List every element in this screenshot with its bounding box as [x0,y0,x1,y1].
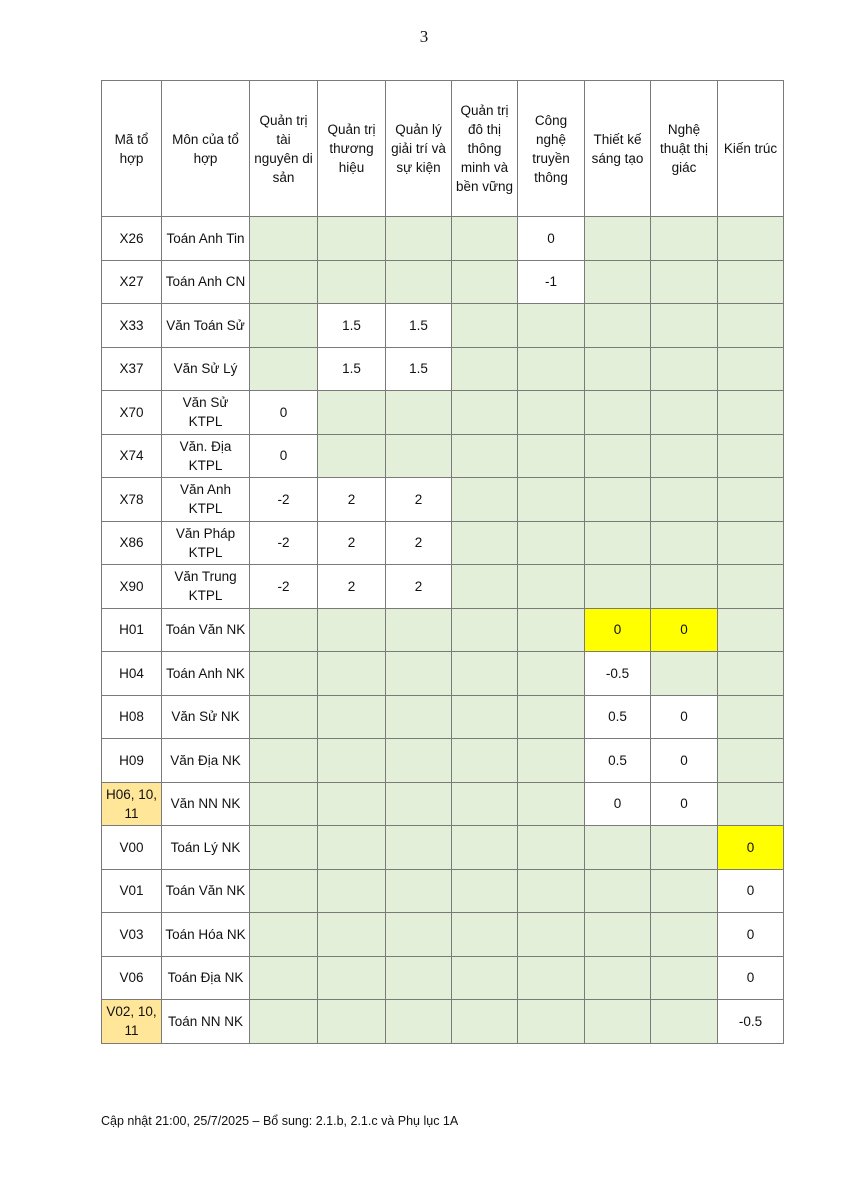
value-cell [518,739,585,783]
value-cell [250,217,318,261]
value-cell: 2 [318,521,386,565]
combo-code-cell: X70 [102,391,162,435]
value-cell [386,869,452,913]
value-cell [452,217,518,261]
value-cell [585,913,651,957]
value-cell [318,826,386,870]
value-cell: 1.5 [386,347,452,391]
table-row [102,347,784,391]
value-cell [318,782,386,826]
value-cell [386,739,452,783]
column-header: Môn của tổ hợp [162,81,250,217]
value-cell [518,869,585,913]
value-cell [386,652,452,696]
value-cell [318,956,386,1000]
value-cell: -1 [518,260,585,304]
value-cell [585,217,651,261]
subjects-cell: Văn Anh KTPL [162,478,250,522]
value-cell [718,260,784,304]
value-cell [518,956,585,1000]
table-row [102,652,784,696]
value-cell: 0 [718,869,784,913]
value-cell [250,956,318,1000]
value-cell: 2 [318,565,386,609]
value-cell [718,304,784,348]
value-cell [318,434,386,478]
value-cell [585,304,651,348]
value-cell [518,391,585,435]
combo-code-cell: X37 [102,347,162,391]
value-cell [452,869,518,913]
combo-code-cell: X27 [102,260,162,304]
value-cell: 2 [386,565,452,609]
value-cell [651,652,718,696]
value-cell [585,521,651,565]
value-cell [651,1000,718,1044]
value-cell [452,347,518,391]
subjects-cell: Toán NN NK [162,1000,250,1044]
subjects-cell: Văn Toán Sử [162,304,250,348]
value-cell [318,217,386,261]
value-cell: 0 [718,956,784,1000]
value-cell [386,913,452,957]
column-header: Kiến trúc [718,81,784,217]
subjects-cell: Văn Địa NK [162,739,250,783]
page-number: 3 [419,27,429,46]
table-row [102,217,784,261]
column-header: Quản trị thương hiệu [318,81,386,217]
value-cell: 2 [386,478,452,522]
column-header: Công nghệ truyền thông [518,81,585,217]
value-cell [452,695,518,739]
value-cell [250,652,318,696]
subjects-cell: Toán Văn NK [162,869,250,913]
combo-code-cell: X33 [102,304,162,348]
value-cell [651,391,718,435]
value-cell [518,608,585,652]
value-cell [250,826,318,870]
value-cell [718,608,784,652]
value-cell [452,304,518,348]
table-row [102,956,784,1000]
subjects-cell: Toán Hóa NK [162,913,250,957]
value-cell [518,565,585,609]
value-cell [318,608,386,652]
combo-code-cell: X26 [102,217,162,261]
column-header: Quản trị đô thị thông minh và bền vững [452,81,518,217]
value-cell [718,434,784,478]
value-cell [518,913,585,957]
value-cell [585,478,651,522]
value-cell: 2 [318,478,386,522]
value-cell [718,391,784,435]
value-cell [386,434,452,478]
subjects-cell: Văn. Địa KTPL [162,434,250,478]
subjects-cell: Toán Anh CN [162,260,250,304]
table-row [102,521,784,565]
value-cell [250,347,318,391]
subjects-cell: Văn Pháp KTPL [162,521,250,565]
combo-code-cell: H01 [102,608,162,652]
value-cell [386,260,452,304]
value-cell: 0 [651,782,718,826]
value-cell: 1.5 [386,304,452,348]
value-cell [250,1000,318,1044]
value-cell [386,695,452,739]
value-cell [318,1000,386,1044]
value-cell [452,608,518,652]
subjects-cell: Văn Sử Lý [162,347,250,391]
value-cell: 0 [585,608,651,652]
footer-update-note: Cập nhật 21:00, 25/7/2025 – Bổ sung: 2.1.b, 2.1.c và Phụ lục 1A [101,1114,459,1128]
value-cell [318,695,386,739]
column-header: Quản trị tài nguyên di sản [250,81,318,217]
combo-code-cell: V03 [102,913,162,957]
value-cell [452,478,518,522]
subjects-cell: Toán Văn NK [162,608,250,652]
value-cell [518,347,585,391]
column-header: Nghệ thuật thị giác [651,81,718,217]
value-cell [518,695,585,739]
table-row [102,565,784,609]
value-cell [718,217,784,261]
combo-code-cell: X78 [102,478,162,522]
value-cell [651,913,718,957]
score-adjustment-table [101,80,784,1044]
value-cell [250,695,318,739]
combo-code-cell: H09 [102,739,162,783]
value-cell: 0 [651,739,718,783]
value-cell [651,434,718,478]
value-cell [518,652,585,696]
value-cell [518,1000,585,1044]
value-cell [651,869,718,913]
value-cell [386,782,452,826]
value-cell [318,391,386,435]
value-cell [318,913,386,957]
value-cell: -0.5 [718,1000,784,1044]
value-cell [386,1000,452,1044]
column-header: Thiết kế sáng tạo [585,81,651,217]
value-cell [250,913,318,957]
subjects-cell: Văn NN NK [162,782,250,826]
combo-code-cell: V02, 10, 11 [102,1000,162,1044]
subjects-cell: Văn Sử KTPL [162,391,250,435]
value-cell [651,304,718,348]
combo-code-cell: X90 [102,565,162,609]
value-cell: 0 [518,217,585,261]
value-cell [452,565,518,609]
table-row [102,695,784,739]
value-cell [452,391,518,435]
value-cell [452,913,518,957]
table-row [102,608,784,652]
value-cell [452,826,518,870]
table-row [102,434,784,478]
value-cell: 0 [585,782,651,826]
value-cell [452,434,518,478]
value-cell: 1.5 [318,347,386,391]
value-cell [452,1000,518,1044]
value-cell [585,869,651,913]
value-cell [718,782,784,826]
combo-code-cell: X74 [102,434,162,478]
table-row [102,782,784,826]
value-cell [452,739,518,783]
value-cell [518,826,585,870]
value-cell [250,782,318,826]
value-cell [386,826,452,870]
value-cell [651,478,718,522]
combo-code-cell: X86 [102,521,162,565]
value-cell [452,260,518,304]
combo-code-cell: H08 [102,695,162,739]
value-cell [718,695,784,739]
column-header: Quản lý giải trí và sự kiện [386,81,452,217]
value-cell [318,739,386,783]
value-cell: -2 [250,565,318,609]
value-cell [452,652,518,696]
value-cell [518,521,585,565]
value-cell [651,260,718,304]
value-cell [651,565,718,609]
value-cell: 0 [718,913,784,957]
value-cell [651,217,718,261]
combo-code-cell: V06 [102,956,162,1000]
combo-code-cell: V01 [102,869,162,913]
value-cell [386,608,452,652]
value-cell [718,739,784,783]
value-cell [651,826,718,870]
value-cell [518,434,585,478]
value-cell [651,347,718,391]
value-cell [250,869,318,913]
value-cell [718,565,784,609]
header-row [102,81,784,217]
value-cell: 0.5 [585,695,651,739]
value-cell [585,1000,651,1044]
value-cell [452,782,518,826]
value-cell [718,478,784,522]
combo-code-cell: H06, 10, 11 [102,782,162,826]
table-row [102,478,784,522]
value-cell: 0 [250,434,318,478]
table-row [102,1000,784,1044]
value-cell [318,869,386,913]
value-cell [718,347,784,391]
value-cell: 1.5 [318,304,386,348]
value-cell [386,956,452,1000]
value-cell [452,521,518,565]
value-cell: 0.5 [585,739,651,783]
value-cell [585,565,651,609]
value-cell [518,782,585,826]
value-cell: -2 [250,521,318,565]
value-cell [318,652,386,696]
value-cell: -0.5 [585,652,651,696]
subjects-cell: Toán Lý NK [162,826,250,870]
value-cell [452,956,518,1000]
value-cell [585,260,651,304]
value-cell: -2 [250,478,318,522]
value-cell [585,956,651,1000]
subjects-cell: Toán Địa NK [162,956,250,1000]
subjects-cell: Toán Anh NK [162,652,250,696]
value-cell: 0 [718,826,784,870]
value-cell [250,608,318,652]
value-cell [651,521,718,565]
table-row [102,391,784,435]
table-row [102,304,784,348]
table-row [102,826,784,870]
value-cell [386,391,452,435]
combo-code-cell: H04 [102,652,162,696]
value-cell: 0 [250,391,318,435]
value-cell [318,260,386,304]
subjects-cell: Toán Anh Tin [162,217,250,261]
table-row [102,260,784,304]
value-cell [518,304,585,348]
value-cell [386,217,452,261]
value-cell [585,347,651,391]
table-row [102,739,784,783]
combo-code-cell: V00 [102,826,162,870]
table-row [102,869,784,913]
subjects-cell: Văn Trung KTPL [162,565,250,609]
table-row [102,913,784,957]
column-header: Mã tổ hợp [102,81,162,217]
value-cell: 0 [651,608,718,652]
subjects-cell: Văn Sử NK [162,695,250,739]
value-cell [585,434,651,478]
value-cell [718,652,784,696]
value-cell [585,391,651,435]
value-cell: 2 [386,521,452,565]
value-cell [250,260,318,304]
value-cell [518,478,585,522]
value-cell [585,826,651,870]
value-cell: 0 [651,695,718,739]
value-cell [250,739,318,783]
value-cell [651,956,718,1000]
value-cell [718,521,784,565]
value-cell [250,304,318,348]
